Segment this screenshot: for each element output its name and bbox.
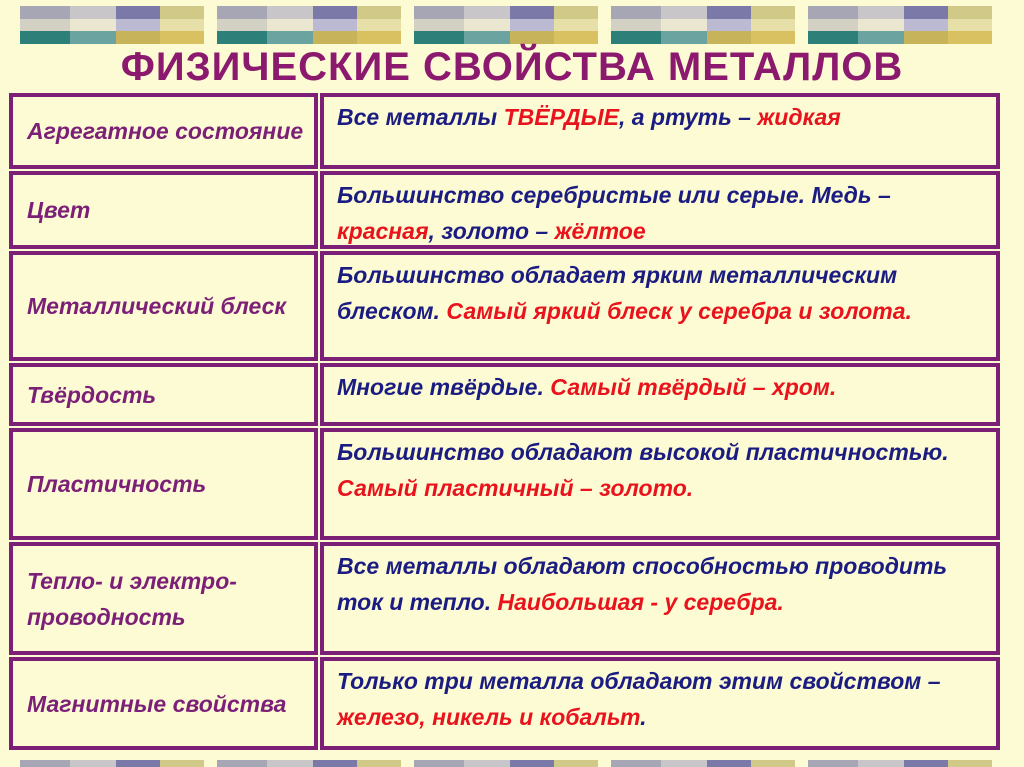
decorative-banner-top	[0, 6, 1024, 44]
highlighted-text: красная	[337, 218, 429, 244]
decorative-tile	[414, 760, 598, 767]
decorative-tile	[611, 6, 795, 44]
decorative-tile	[20, 6, 204, 44]
description-text: , а ртуть –	[618, 104, 758, 130]
description-text: Многие твёрдые.	[337, 374, 551, 400]
decorative-tile	[808, 6, 992, 44]
property-label: Твёрдость	[27, 381, 157, 408]
property-cell	[9, 251, 318, 361]
property-label: Металлический блеск	[27, 293, 287, 319]
page-title: ФИЗИЧЕСКИЕ СВОЙСТВА МЕТАЛЛОВ	[120, 45, 904, 89]
property-cell	[9, 657, 318, 750]
description-cell	[320, 93, 1000, 169]
description-cell	[320, 657, 1000, 750]
highlighted-text: Наибольшая - у серебра.	[497, 589, 784, 615]
highlighted-text: ТВЁРДЫЕ	[503, 104, 619, 130]
highlighted-text: Самый пластичный – золото.	[337, 475, 694, 501]
property-cell	[9, 428, 318, 540]
description-text: .	[640, 704, 647, 730]
decorative-tile	[414, 6, 598, 44]
description-cell	[320, 428, 1000, 540]
highlighted-text: Самый яркий блеск у серебра и золота.	[446, 298, 912, 324]
highlighted-text: жидкая	[757, 104, 841, 130]
property-label: Тепло- и электро-проводность	[27, 567, 237, 630]
description-cell	[320, 363, 1000, 426]
decorative-banner-bottom	[0, 760, 1024, 767]
description-text: Все металлы обладают способностью проводить ток и тепло.	[337, 553, 948, 615]
description-cell	[320, 542, 1000, 655]
decorative-tile	[808, 760, 992, 767]
property-label: Цвет	[27, 197, 91, 223]
description-text: Большинство обладают высокой пластичностью.	[337, 439, 949, 465]
description-text: Все металлы	[337, 104, 504, 130]
property-cell	[9, 93, 318, 169]
description-text: Большинство серебристые или серые. Медь –	[337, 182, 891, 208]
property-label: Агрегатное состояние	[27, 118, 304, 144]
decorative-tile	[20, 760, 204, 767]
decorative-tile	[611, 760, 795, 767]
description-text: Только три металла обладают этим свойством –	[337, 668, 941, 694]
property-cell	[9, 171, 318, 249]
property-cell	[9, 363, 318, 426]
decorative-tile	[217, 6, 401, 44]
highlighted-text: железо, никель и кобальт	[337, 704, 641, 730]
property-cell	[9, 542, 318, 655]
description-text: Большинство обладает ярким металлическим блеском.	[337, 262, 898, 324]
decorative-tile	[217, 760, 401, 767]
description-text: , золото –	[428, 218, 555, 244]
highlighted-text: Самый твёрдый – хром.	[550, 374, 837, 400]
property-label: Магнитные свойства	[27, 690, 287, 717]
highlighted-text: жёлтое	[554, 218, 646, 244]
description-cell	[320, 171, 1000, 249]
property-label: Пластичность	[27, 471, 207, 497]
description-cell	[320, 251, 1000, 361]
